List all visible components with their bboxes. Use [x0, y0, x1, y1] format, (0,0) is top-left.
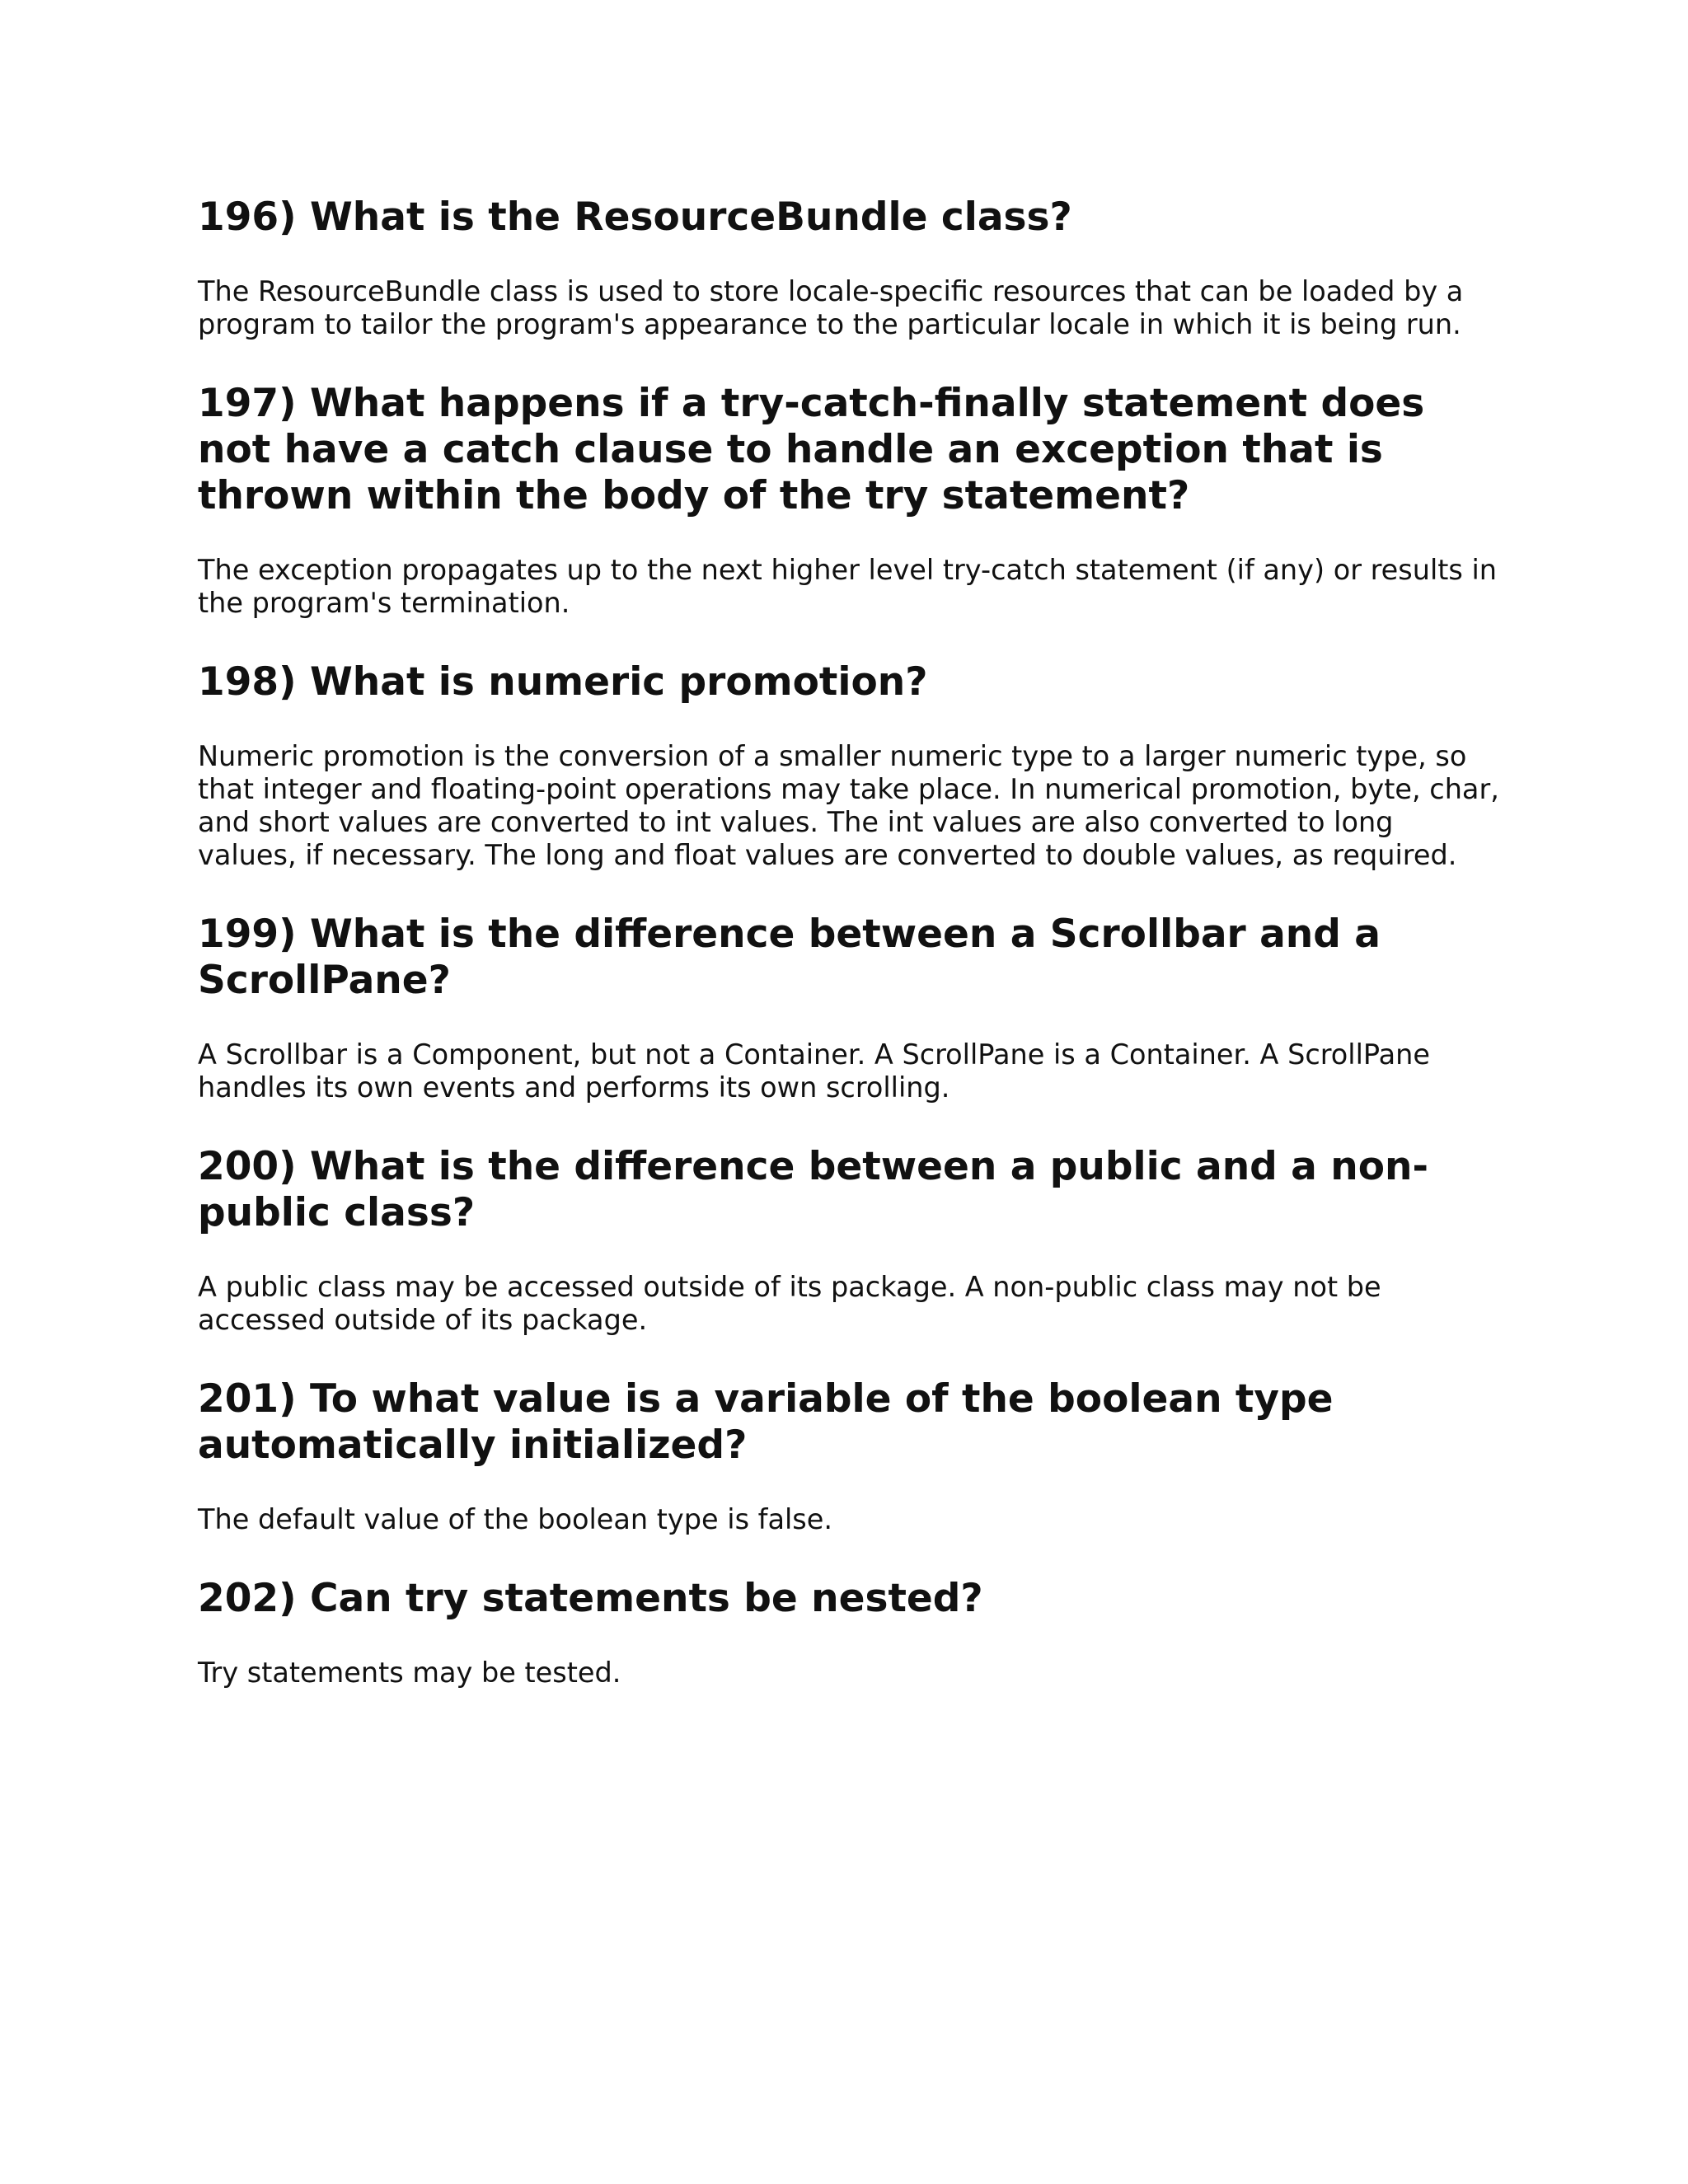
question-heading-200: 200) What is the difference between a public and a non-public class?	[198, 1144, 1428, 1235]
answer-text-197: The exception propagates up to the next higher level try-catch statement (if any) or results in the program's termination.	[198, 554, 1498, 619]
answer-text-202: Try statements may be tested.	[198, 1657, 621, 1689]
qa-item-197	[198, 381, 1500, 620]
qa-item-200	[198, 1144, 1500, 1337]
answer-text-199: A Scrollbar is a Component, but not a Container. A ScrollPane is a Container. A ScrollPane handles its own events and performs its own scrolling.	[198, 1038, 1430, 1104]
question-heading-202: 202) Can try statements be nested?	[198, 1576, 983, 1621]
qa-item-201	[198, 1376, 1500, 1536]
qa-item-196	[198, 194, 1500, 341]
qa-list	[198, 194, 1500, 1690]
qa-item-198	[198, 659, 1500, 872]
question-heading-198: 198) What is numeric promotion?	[198, 659, 928, 705]
answer-text-196: The ResourceBundle class is used to store locale-specific resources that can be loaded by a program to tailor the program's appearance to the particular locale in which it is being run.	[198, 275, 1464, 340]
qa-item-199	[198, 912, 1500, 1104]
question-heading-196: 196) What is the ResourceBundle class?	[198, 194, 1072, 240]
question-heading-199: 199) What is the difference between a Scrollbar and a ScrollPane?	[198, 912, 1381, 1003]
answer-text-198: Numeric promotion is the conversion of a smaller numeric type to a larger numeric type, so that integer and floating-point operations may take place. In numerical promotion, byte, char, and short values are converted to int values. The int values are also converted to long values, if necessary. The long and float values are converted to double values, as required.	[198, 740, 1499, 871]
question-heading-197: 197) What happens if a try-catch-finally statement does not have a catch clause to handle an exception that is thrown within the body of the try statement?	[198, 381, 1425, 518]
qa-item-202	[198, 1576, 1500, 1690]
question-heading-201: 201) To what value is a variable of the boolean type automatically initialized?	[198, 1376, 1334, 1468]
answer-text-201: The default value of the boolean type is false.	[198, 1503, 833, 1535]
answer-text-200: A public class may be accessed outside of its package. A non-public class may not be accessed outside of its package.	[198, 1271, 1381, 1336]
